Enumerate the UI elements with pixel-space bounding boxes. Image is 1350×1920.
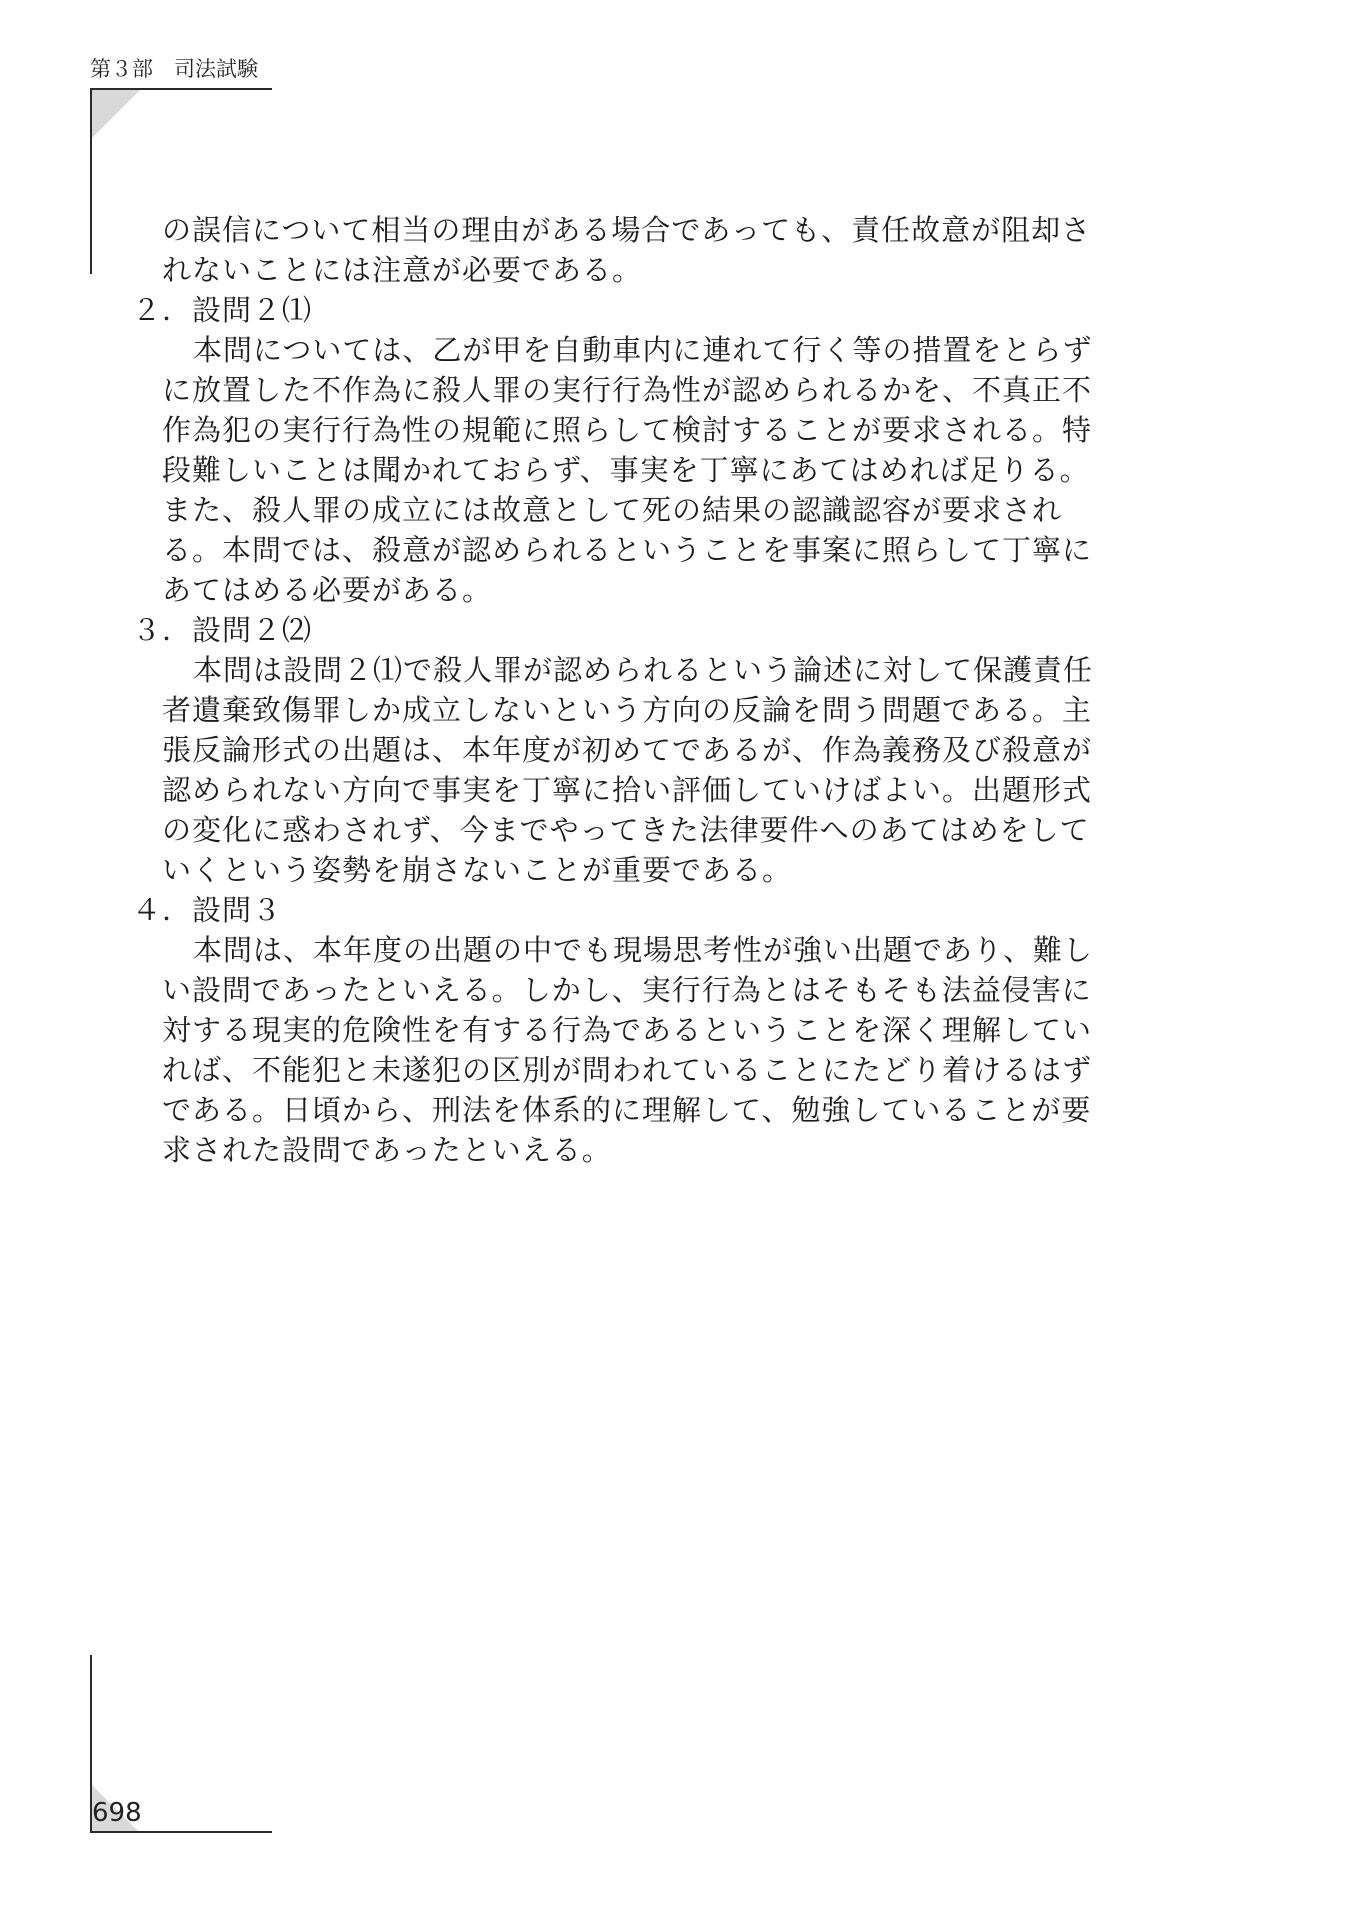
text-line: 本問については、乙が甲を自動車内に連れて行く等の措置をとらず bbox=[193, 333, 1093, 367]
section-heading: ２．設問２⑴ bbox=[132, 293, 313, 327]
text-line: 者遺棄致傷罪しか成立しないという方向の反論を問う問題である。主 bbox=[162, 693, 1093, 727]
footer-horizontal-rule bbox=[90, 1831, 272, 1833]
running-header: 第３部 司法試験 bbox=[90, 56, 272, 90]
main-text bbox=[132, 210, 1162, 1170]
text-line: 本問は、本年度の出題の中でも現場思考性が強い出題であり、難し bbox=[193, 933, 1094, 967]
text-line: である。日頃から、刑法を体系的に理解して、勉強していることが要 bbox=[162, 1093, 1092, 1127]
text-line: あてはめる必要がある。 bbox=[162, 573, 493, 607]
text-line: に放置した不作為に殺人罪の実行行為性が認められるかを、不真正不 bbox=[162, 373, 1093, 407]
text-line: の変化に惑わされず、今までやってきた法律要件へのあてはめをして bbox=[162, 813, 1090, 847]
text-line: い設問であったといえる。しかし、実行行為とはそもそも法益侵害に bbox=[162, 973, 1092, 1007]
page-number: 698 bbox=[92, 1798, 142, 1828]
section-heading: ４．設問３ bbox=[132, 893, 283, 927]
header-corner-triangle bbox=[92, 90, 140, 138]
text-line: 段難しいことは聞かれておらず、事実を丁寧にあてはめれば足りる。 bbox=[162, 453, 1090, 487]
text-line: 本問は設問２⑴で殺人罪が認められるという論述に対して保護責任 bbox=[193, 653, 1094, 687]
text-line: 張反論形式の出題は、本年度が初めてであるが、作為義務及び殺意が bbox=[162, 733, 1093, 767]
text-line: れば、不能犯と未遂犯の区別が問われていることにたどり着けるはず bbox=[162, 1053, 1093, 1087]
text-line: 作為犯の実行行為性の規範に照らして検討することが要求される。特 bbox=[162, 413, 1093, 447]
text-line: いくという姿勢を崩さないことが重要である。 bbox=[162, 853, 793, 887]
text-line: れないことには注意が必要である。 bbox=[162, 253, 643, 287]
text-line: 認められない方向で事実を丁寧に拾い評価していけばよい。出題形式 bbox=[162, 773, 1093, 807]
text-line: また、殺人罪の成立には故意として死の結果の認識認容が要求され bbox=[162, 493, 1063, 527]
text-line: の誤信について相当の理由がある場合であっても、責任故意が阻却さ bbox=[162, 213, 1092, 247]
text-line: る。本問では、殺意が認められるということを事案に照らして丁寧に bbox=[162, 533, 1093, 567]
section-heading: ３．設問２⑵ bbox=[132, 613, 313, 647]
text-line: 求された設問であったといえる。 bbox=[162, 1133, 612, 1167]
text-line: 対する現実的危険性を有する行為であるということを深く理解してい bbox=[162, 1013, 1093, 1047]
